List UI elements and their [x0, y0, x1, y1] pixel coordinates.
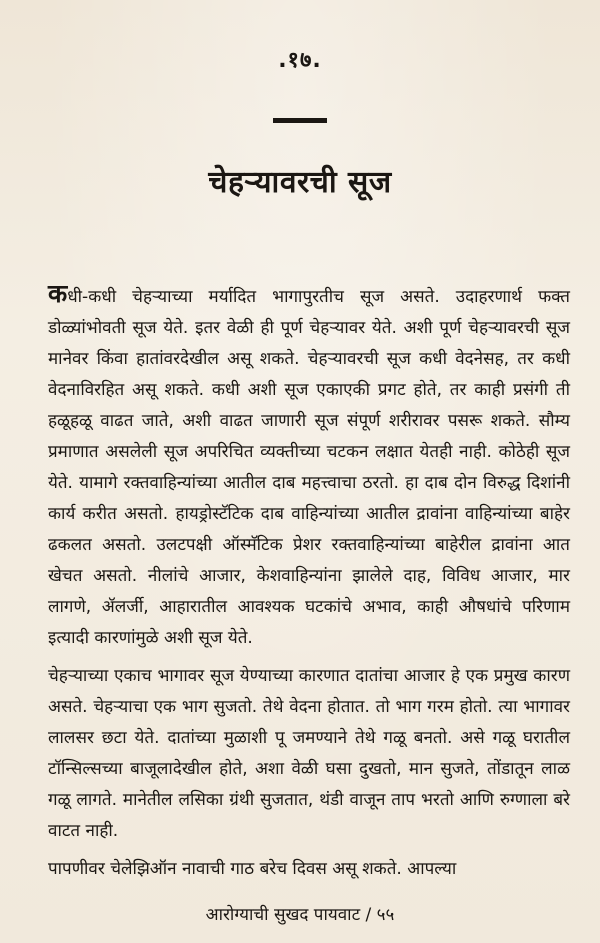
drop-cap: क	[48, 279, 68, 308]
chapter-number: .१७.	[278, 48, 322, 73]
page-footer: आरोग्याची सुखद पायवाट / ५५	[205, 905, 395, 925]
chapter-title: चेहऱ्यावरची सूज	[208, 165, 392, 200]
paragraph-3: पापणीवर चेलेझिऑन नावाची गाठ बरेच दिवस असू शकते. आपल्या	[48, 859, 457, 879]
paragraph-1-text: धी-कधी चेहऱ्याच्या मर्यादित भागापुरतीच सूज असते. उदाहरणार्थ फक्त डोळ्यांभोवती सूज येते. इतर वेळी ही पूर्ण चेहऱ्यावर येते. अशी पूर्ण चेहऱ्यावरची सूज मानेवर किंवा हातांवरदेखील असू शकते. चेहऱ्यावरची सूज कधी वेदनेसह, तर कधी वेदनाविरहित असू शकते. कधी अशी सूज एकाएकी प्रगट होते, तर काही प्रसंगी ती हळूहळू वाढत जाते, अशी वाढत जाणारी सूज संपूर्ण शरीरावर पसरू शकते. सौम्य प्रमाणात असलेली सूज अपरिचित व्यक्तीच्या चटकन लक्षात येतही नाही. कोठेही सूज येते. यामागे रक्तवाहिन्यांच्या आतील दाब महत्त्वाचा ठरतो. हा दाब दोन विरुद्ध दिशांनी कार्य करीत असतो. हायड्रोस्टॅटिक दाब वाहिन्यांच्या आतील द्रावांना वाहिन्यांच्या बाहेर ढकलत असतो. उलटपक्षी ऑस्मॅटिक प्रेशर रक्तवाहिन्यांच्या बाहेरील द्रावांना आत खेचत असतो. नीलांचे आजार, केशवाहिन्यांना झालेले दाह, विविध आजार, मार लागणे, ॲलर्जी, आहारातील आवश्यक घटकांचे अभाव, काही औषधांचे परिणाम इत्यादी कारणांमुळे अशी सूज येते.	[48, 287, 570, 648]
chapter-body	[48, 279, 570, 892]
paragraph-2: चेहऱ्याच्या एकाच भागावर सूज येण्याच्या कारणात दातांचा आजार हे एक प्रमुख कारण असते. चेहऱ्याचा एक भाग सुजतो. तेथे वेदना होतात. तो भाग गरम होतो. त्या भागावर लालसर छटा येते. दातांच्या मुळाशी पू जमण्याने तेथे गळू बनतो. असे गळू घरातील टॉन्सिल्सच्या बाजूलादेखील होते, अशा वेळी घसा दुखतो, मान सुजते, तोंडातून लाळ गळू लागते. मानेतील लसिका ग्रंथी सुजतात, थंडी वाजून ताप भरतो आणि रुग्णाला बरे वाटत नाही.	[48, 666, 570, 841]
title-divider	[273, 118, 327, 123]
paragraph-1	[48, 279, 570, 654]
